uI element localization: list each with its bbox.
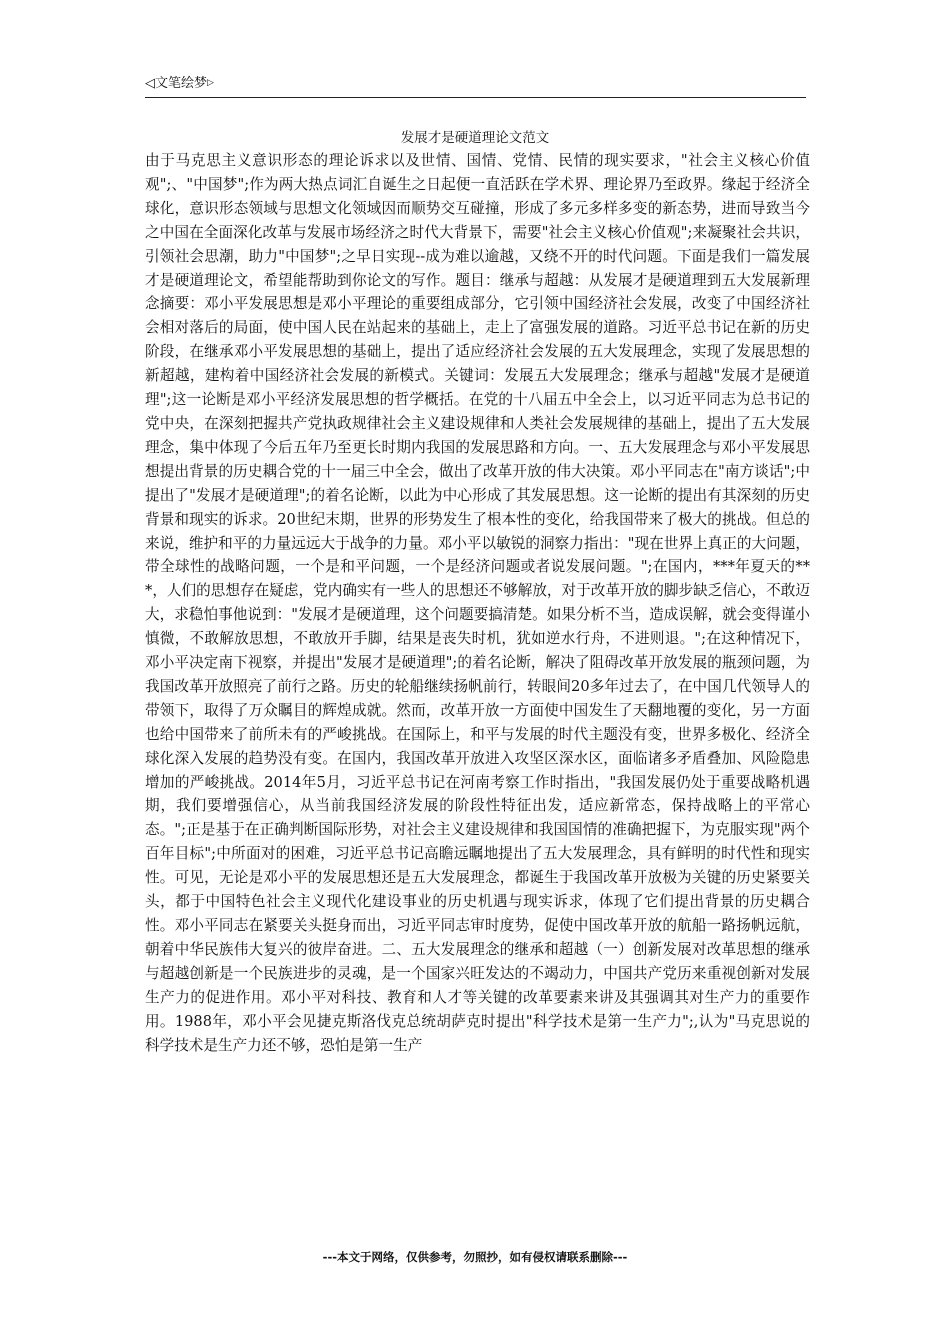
brand-logo bbox=[145, 70, 214, 97]
left-triangle-icon: ◁ bbox=[145, 76, 155, 91]
page-header bbox=[145, 70, 805, 96]
document-title: 发展才是硬道理论文范文 bbox=[400, 130, 550, 146]
document-body: 由于马克思主义意识形态的理论诉求以及世情、国情、党情、民情的现实要求，"社会主义核心价值观";、"中国梦";作为两大热点词汇自诞生之日起便一直活跃在学术界、理论界乃至政界。缘起于经济全球化，意识形态领域与思想文化领域因而顺势交互碰撞，形成了多元多样多变的新态势，进而导致当今之中国在全面深化改革与发展市场经济之时代大背景下，需要"社会主义核心价值观";来凝聚社会共识，引领社会思潮，助力"中国梦";之早日实现--成为难以逾越，又绕不开的时代问题。下面是我们一篇发展才是硬道理论文，希望能帮助到你论文的写作。题目：继承与超越：从发展才是硬道理到五大发展新理念摘要：邓小平发展思想是邓小平理论的重要组成部分，它引领中国经济社会发展，改变了中国经济社会相对落后的局面，使中国人民在站起来的基础上，走上了富强发展的道路。习近平总书记在新的历史阶段，在继承邓小平发展思想的基础上，提出了适应经济社会发展的五大发展理念，实现了发展思想的新超越，建构着中国经济社会发展的新模式。关键词：发展五大发展理念；继承与超越"发展才是硬道理";这一论断是邓小平经济发展思想的哲学概括。在党的十八届五中全会上，以习近平同志为总书记的党中央，在深刻把握共产党执政规律社会主义建设规律和人类社会发展规律的基础上，提出了五大发展理念，集中体现了今后五年乃至更长时期内我国的发展思路和方向。一、五大发展理念与邓小平发展思想提出背景的历史耦合党的十一届三中全会，做出了改革开放的伟大决策。邓小平同志在"南方谈话";中提出了"发展才是硬道理";的着名论断，以此为中心形成了其发展思想。这一论断的提出有其深刻的历史背景和现实的诉求。20世纪末期，世界的形势发生了根本性的变化，给我国带来了极大的挑战。但总的来说，维护和平的力量远远大于战争的力量。邓小平以敏锐的洞察力指出："现在世界上真正的大问题，带全球性的战略问题，一个是和平问题，一个是经济问题或者说发展问题。";在国内，***年夏天的***，人们的思想存在疑虑，党内确实有一些人的思想还不够解放，对于改革开放的脚步缺乏信心，不敢迈大，求稳怕事他说到："发展才是硬道理，这个问题要搞清楚。如果分析不当，造成误解，就会变得谨小慎微，不敢解放思想，不敢放开手脚，结果是丧失时机，犹如逆水行舟，不进则退。";在这种情况下，邓小平决定南下视察，并提出"发展才是硬道理";的着名论断，解决了阻碍改革开放发展的瓶颈问题，为我国改革开放照亮了前行之路。历史的轮船继续扬帆前行，转眼间20多年过去了，在中国几代领导人的带领下，取得了万众瞩目的辉煌成就。然而，改革开放一方面使中国发生了天翻地覆的变化，另一方面也给中国带来了前所未有的严峻挑战。在国际上，和平与发展的时代主题没有变，世界多极化、经济全球化深入发展的趋势没有变。在国内，我国改革开放进入攻坚区深水区，面临诸多矛盾叠加、风险隐患增加的严峻挑战。2014年5月，习近平总书记在河南考察工作时指出，"我国发展仍处于重要战略机遇期，我们要增强信心，从当前我国经济发展的阶段性特征出发，适应新常态，保持战略上的平常心态。";正是基于在正确判断国际形势，对社会主义建设规律和我国国情的准确把握下，为克服实现"两个百年目标";中所面对的困难，习近平总书记高瞻远瞩地提出了五大发展理念，具有鲜明的时代性和现实性。可见，无论是邓小平的发展思想还是五大发展理念，都诞生于我国改革开放极为关键的历史紧要关头，都于中国特色社会主义现代化建设事业的历史机遇与现实诉求，体现了它们提出背景的历史耦合性。邓小平同志在紧要关头挺身而出，习近平同志审时度势，促使中国改革开放的航船一路扬帆远航，朝着中华民族伟大复兴的彼岸奋进。二、五大发展理念的继承和超越（一）创新发展对改革思想的继承与超越创新是一个民族进步的灵魂，是一个国家兴旺发达的不竭动力，中国共产党历来重视创新对发展生产力的促进作用。邓小平对科技、教育和人才等关键的改革要素来讲及其强调其对生产力的重要作用。1988年，邓小平会见捷克斯洛伐克总统胡萨克时提出"科学技术是第一生产力";,认为"马克思说的科学技术是生产力还不够，恐怕是第一生产 bbox=[145, 152, 810, 1054]
brand-name: 文笔绘梦 bbox=[155, 76, 208, 91]
header-divider bbox=[145, 97, 806, 98]
footer-disclaimer: ---本文于网络，仅供参考，勿照抄，如有侵权请联系删除--- bbox=[322, 1250, 628, 1264]
right-triangle-icon: ▷ bbox=[207, 78, 214, 88]
